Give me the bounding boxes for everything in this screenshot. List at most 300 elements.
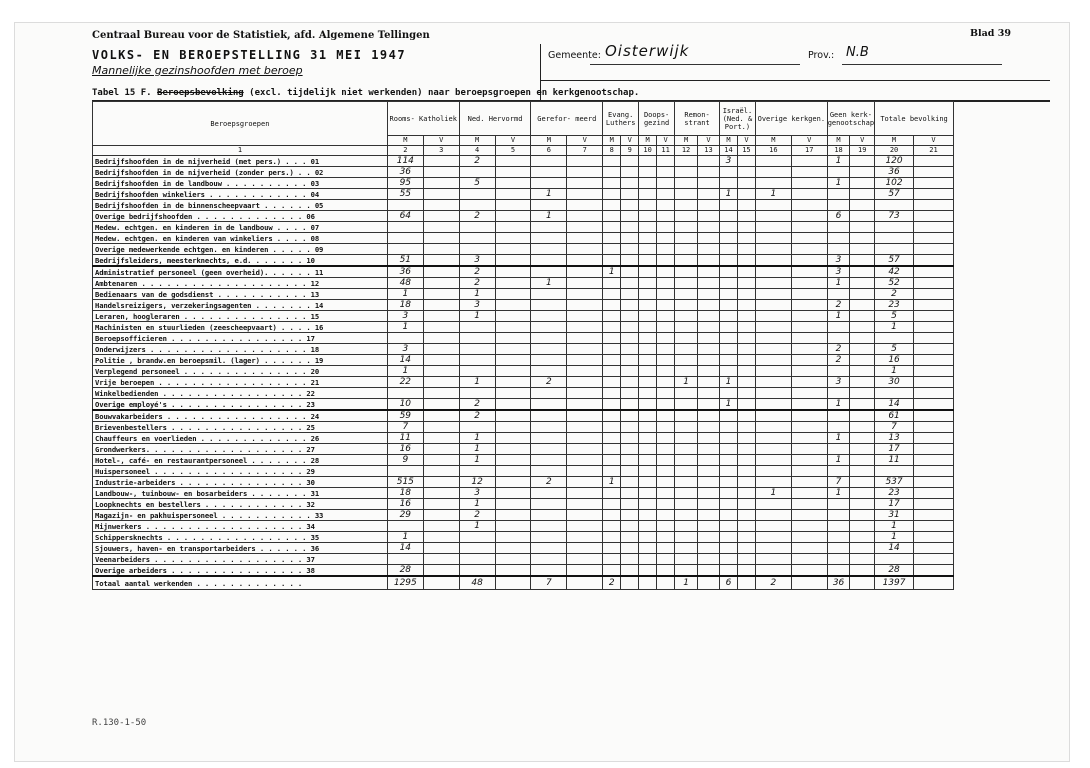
value-cell [531,344,567,355]
value-cell [914,521,954,532]
value-cell [423,255,459,267]
value-cell [850,322,875,333]
value-cell [698,355,720,366]
value-cell [827,322,850,333]
value-cell: 73 [875,211,914,222]
value-cell: 1 [827,455,850,466]
value-cell [621,189,639,200]
value-cell [387,521,423,532]
value-cell [675,488,698,499]
value-cell [621,488,639,499]
female-column-header: V [914,136,954,146]
value-cell [791,189,827,200]
value-cell [698,388,720,399]
value-cell [495,266,531,278]
value-cell [657,377,675,388]
table-row [93,344,954,355]
value-cell [603,510,621,521]
table-row [93,521,954,532]
value-cell [675,388,698,399]
value-cell [850,200,875,211]
value-cell [791,322,827,333]
value-cell [423,189,459,200]
column-number: 18 [827,146,850,156]
value-cell [755,377,791,388]
value-cell [495,366,531,377]
value-cell [719,211,737,222]
value-cell [737,189,755,200]
table-row [93,200,954,211]
value-cell [621,366,639,377]
value-cell [719,388,737,399]
value-cell [495,278,531,289]
value-cell [495,488,531,499]
value-cell [914,377,954,388]
group-header: Overige kerkgen. [755,102,827,136]
value-cell [639,189,657,200]
value-cell [755,355,791,366]
value-cell [567,178,603,189]
organization-header: Centraal Bureau voor de Statistiek, afd. Algemene Tellingen [92,30,430,41]
male-column-header: M [639,136,657,146]
value-cell [827,167,850,178]
value-cell: 18 [387,300,423,311]
row-label: Leraren, hoogleraren . . . . . . . . . . . . . . . 15 [93,311,388,322]
value-cell [698,266,720,278]
value-cell [531,565,567,577]
value-cell [698,222,720,233]
value-cell [719,278,737,289]
value-cell: 1 [827,488,850,499]
value-cell [850,333,875,344]
value-cell [621,300,639,311]
value-cell [621,477,639,488]
value-cell [495,521,531,532]
male-column-header: M [387,136,423,146]
value-cell [423,333,459,344]
value-cell [639,510,657,521]
value-cell [423,211,459,222]
value-cell [495,200,531,211]
value-cell [791,477,827,488]
value-cell [675,410,698,422]
value-cell [737,355,755,366]
value-cell: 1 [827,399,850,411]
value-cell [698,455,720,466]
value-cell [621,167,639,178]
value-cell [719,222,737,233]
value-cell [914,477,954,488]
value-cell [755,399,791,411]
row-label: Industrie-arbeiders . . . . . . . . . . . . . . . 30 [93,477,388,488]
value-cell [423,399,459,411]
value-cell [387,244,423,255]
value-cell [914,255,954,267]
value-cell [639,344,657,355]
value-cell: 36 [387,167,423,178]
value-cell [567,399,603,411]
column-number: 1 [93,146,388,156]
value-cell: 13 [875,433,914,444]
value-cell [621,211,639,222]
value-cell [621,156,639,167]
value-cell [621,311,639,322]
value-cell [698,233,720,244]
value-cell [657,433,675,444]
value-cell [567,576,603,590]
value-cell [639,167,657,178]
value-cell [459,366,495,377]
value-cell [603,289,621,300]
value-cell: 2 [531,377,567,388]
value-cell [639,178,657,189]
value-cell [495,322,531,333]
value-cell [531,322,567,333]
value-cell [423,477,459,488]
table-row [93,388,954,399]
value-cell [850,289,875,300]
value-cell [719,255,737,267]
value-cell [531,366,567,377]
value-cell [914,532,954,543]
value-cell [531,422,567,433]
value-cell [791,388,827,399]
value-cell [657,399,675,411]
value-cell [639,211,657,222]
value-cell [657,366,675,377]
value-cell: 5 [875,311,914,322]
value-cell: 36 [387,266,423,278]
value-cell [791,399,827,411]
value-cell [495,300,531,311]
row-label: Overige medewerkende echtgen. en kinderen . . . . . 09 [93,244,388,255]
value-cell [621,289,639,300]
value-cell [698,543,720,554]
value-cell [603,322,621,333]
row-label: Schippersknechts . . . . . . . . . . . . . . . . . 35 [93,532,388,543]
value-cell [657,521,675,532]
value-cell [850,178,875,189]
value-cell [827,233,850,244]
value-cell [914,222,954,233]
value-cell: 11 [387,433,423,444]
value-cell: 2 [459,278,495,289]
value-cell [567,156,603,167]
value-cell [675,322,698,333]
value-cell [495,189,531,200]
value-cell [495,255,531,267]
value-cell [495,355,531,366]
table-row [93,466,954,477]
value-cell: 57 [875,255,914,267]
value-cell [531,433,567,444]
table-caption [92,88,639,98]
table-row [93,554,954,565]
value-cell [423,455,459,466]
value-cell [719,444,737,455]
value-cell: 1 [675,377,698,388]
value-cell [603,521,621,532]
value-cell [675,278,698,289]
value-cell [495,554,531,565]
value-cell [567,255,603,267]
table-row [93,311,954,322]
value-cell [698,189,720,200]
value-cell: 7 [875,422,914,433]
value-cell [567,366,603,377]
row-header-beroepsgroepen: Beroepsgroepen [93,102,388,146]
value-cell [698,410,720,422]
value-cell: 1 [875,322,914,333]
group-header: Totale bevolking [875,102,954,136]
table-row [93,532,954,543]
value-cell [875,244,914,255]
value-cell [675,532,698,543]
value-cell [675,244,698,255]
table-row [93,510,954,521]
column-number: 9 [621,146,639,156]
value-cell [603,344,621,355]
value-cell [531,266,567,278]
value-cell [850,422,875,433]
value-cell [657,499,675,510]
province-value: N.B [846,45,869,60]
value-cell [755,167,791,178]
value-cell [531,543,567,554]
value-cell [567,377,603,388]
row-label: Medew. echtgen. en kinderen in de landbouw . . . . 07 [93,222,388,233]
value-cell [639,410,657,422]
value-cell [737,377,755,388]
value-cell [850,156,875,167]
value-cell [423,499,459,510]
value-cell [621,344,639,355]
value-cell [603,444,621,455]
value-cell [914,178,954,189]
sheet-number: Blad 39 [970,28,1011,39]
value-cell [531,488,567,499]
value-cell [827,289,850,300]
value-cell [755,510,791,521]
value-cell [719,499,737,510]
value-cell [567,444,603,455]
value-cell [850,355,875,366]
value-cell [719,311,737,322]
value-cell [495,244,531,255]
value-cell [850,266,875,278]
value-cell [737,399,755,411]
value-cell [675,355,698,366]
value-cell [791,499,827,510]
value-cell [675,422,698,433]
value-cell [850,366,875,377]
value-cell [495,410,531,422]
value-cell [791,178,827,189]
value-cell [657,200,675,211]
row-label: Politie , brandw.en beroepsmil. (lager) . . . . . . 19 [93,355,388,366]
value-cell [850,377,875,388]
value-cell [914,244,954,255]
value-cell [719,355,737,366]
value-cell [423,289,459,300]
value-cell [675,189,698,200]
table-row [93,266,954,278]
value-cell: 17 [875,444,914,455]
value-cell: 64 [387,211,423,222]
value-cell: 14 [387,543,423,554]
value-cell [531,255,567,267]
table-row [93,399,954,411]
value-cell [914,510,954,521]
form-code: R.130-1-50 [92,718,147,728]
value-cell [755,532,791,543]
value-cell [755,255,791,267]
table-row [93,477,954,488]
value-cell [675,499,698,510]
value-cell [675,211,698,222]
value-cell [459,233,495,244]
value-cell [531,244,567,255]
value-cell: 1 [875,366,914,377]
value-cell [914,399,954,411]
value-cell [914,565,954,577]
value-cell [791,211,827,222]
value-cell [675,289,698,300]
value-cell [639,366,657,377]
value-cell [791,344,827,355]
value-cell [657,255,675,267]
row-label: Verplegend personeel . . . . . . . . . . . . . . . 20 [93,366,388,377]
value-cell [423,388,459,399]
value-cell [737,167,755,178]
value-cell [698,510,720,521]
value-cell [698,311,720,322]
value-cell [719,422,737,433]
value-cell [755,466,791,477]
female-column-header: V [791,136,827,146]
column-number: 6 [531,146,567,156]
value-cell: 55 [387,189,423,200]
value-cell [531,466,567,477]
value-cell [657,333,675,344]
column-number: 13 [698,146,720,156]
value-cell [567,466,603,477]
value-cell [737,576,755,590]
value-cell [755,521,791,532]
value-cell [675,344,698,355]
value-cell [567,189,603,200]
value-cell [755,444,791,455]
female-column-header: V [495,136,531,146]
value-cell [698,399,720,411]
value-cell: 14 [387,355,423,366]
value-cell [850,344,875,355]
value-cell [567,543,603,554]
value-cell [675,433,698,444]
column-number: 17 [791,146,827,156]
value-cell [639,422,657,433]
value-cell [423,322,459,333]
value-cell [791,422,827,433]
value-cell [423,355,459,366]
value-cell [567,565,603,577]
value-cell [603,300,621,311]
value-cell [495,499,531,510]
value-cell [675,300,698,311]
value-cell [827,554,850,565]
row-label: Mijnwerkers . . . . . . . . . . . . . . . . . . . 34 [93,521,388,532]
value-cell: 57 [875,189,914,200]
value-cell [387,466,423,477]
value-cell [657,532,675,543]
value-cell [567,477,603,488]
value-cell [621,444,639,455]
value-cell: 28 [387,565,423,577]
value-cell [603,189,621,200]
value-cell [675,466,698,477]
census-title: VOLKS- EN BEROEPSTELLING 31 MEI 1947 [92,48,407,62]
value-cell [791,167,827,178]
handwritten-subtitle: Mannelijke gezinshoofden met beroep [92,64,303,77]
value-cell [459,200,495,211]
value-cell: 515 [387,477,423,488]
value-cell [698,488,720,499]
value-cell [791,222,827,233]
column-number: 5 [495,146,531,156]
value-cell [875,554,914,565]
value-cell [603,565,621,577]
value-cell [850,433,875,444]
value-cell [791,366,827,377]
value-cell [657,244,675,255]
value-cell [850,211,875,222]
value-cell [531,510,567,521]
row-label: Overige bedrijfshoofden . . . . . . . . . . . . . 06 [93,211,388,222]
value-cell [791,521,827,532]
value-cell [675,156,698,167]
value-cell [495,222,531,233]
value-cell [621,576,639,590]
value-cell [755,211,791,222]
value-cell [737,200,755,211]
value-cell: 7 [827,477,850,488]
column-number: 11 [657,146,675,156]
value-cell [719,344,737,355]
value-cell [567,554,603,565]
value-cell: 1 [531,211,567,222]
value-cell: 12 [459,477,495,488]
value-cell [675,444,698,455]
value-cell [657,266,675,278]
value-cell: 2 [755,576,791,590]
value-cell [914,444,954,455]
value-cell: 2 [531,477,567,488]
value-cell: 1 [459,444,495,455]
group-header: Israël. (Ned. & Port.) [719,102,755,136]
value-cell [495,289,531,300]
value-cell [850,477,875,488]
value-cell [755,554,791,565]
value-cell [850,255,875,267]
value-cell [531,355,567,366]
value-cell [657,410,675,422]
female-column-header: V [423,136,459,146]
value-cell: 48 [459,576,495,590]
value-cell [567,422,603,433]
value-cell [737,388,755,399]
value-cell [423,532,459,543]
value-cell [850,499,875,510]
